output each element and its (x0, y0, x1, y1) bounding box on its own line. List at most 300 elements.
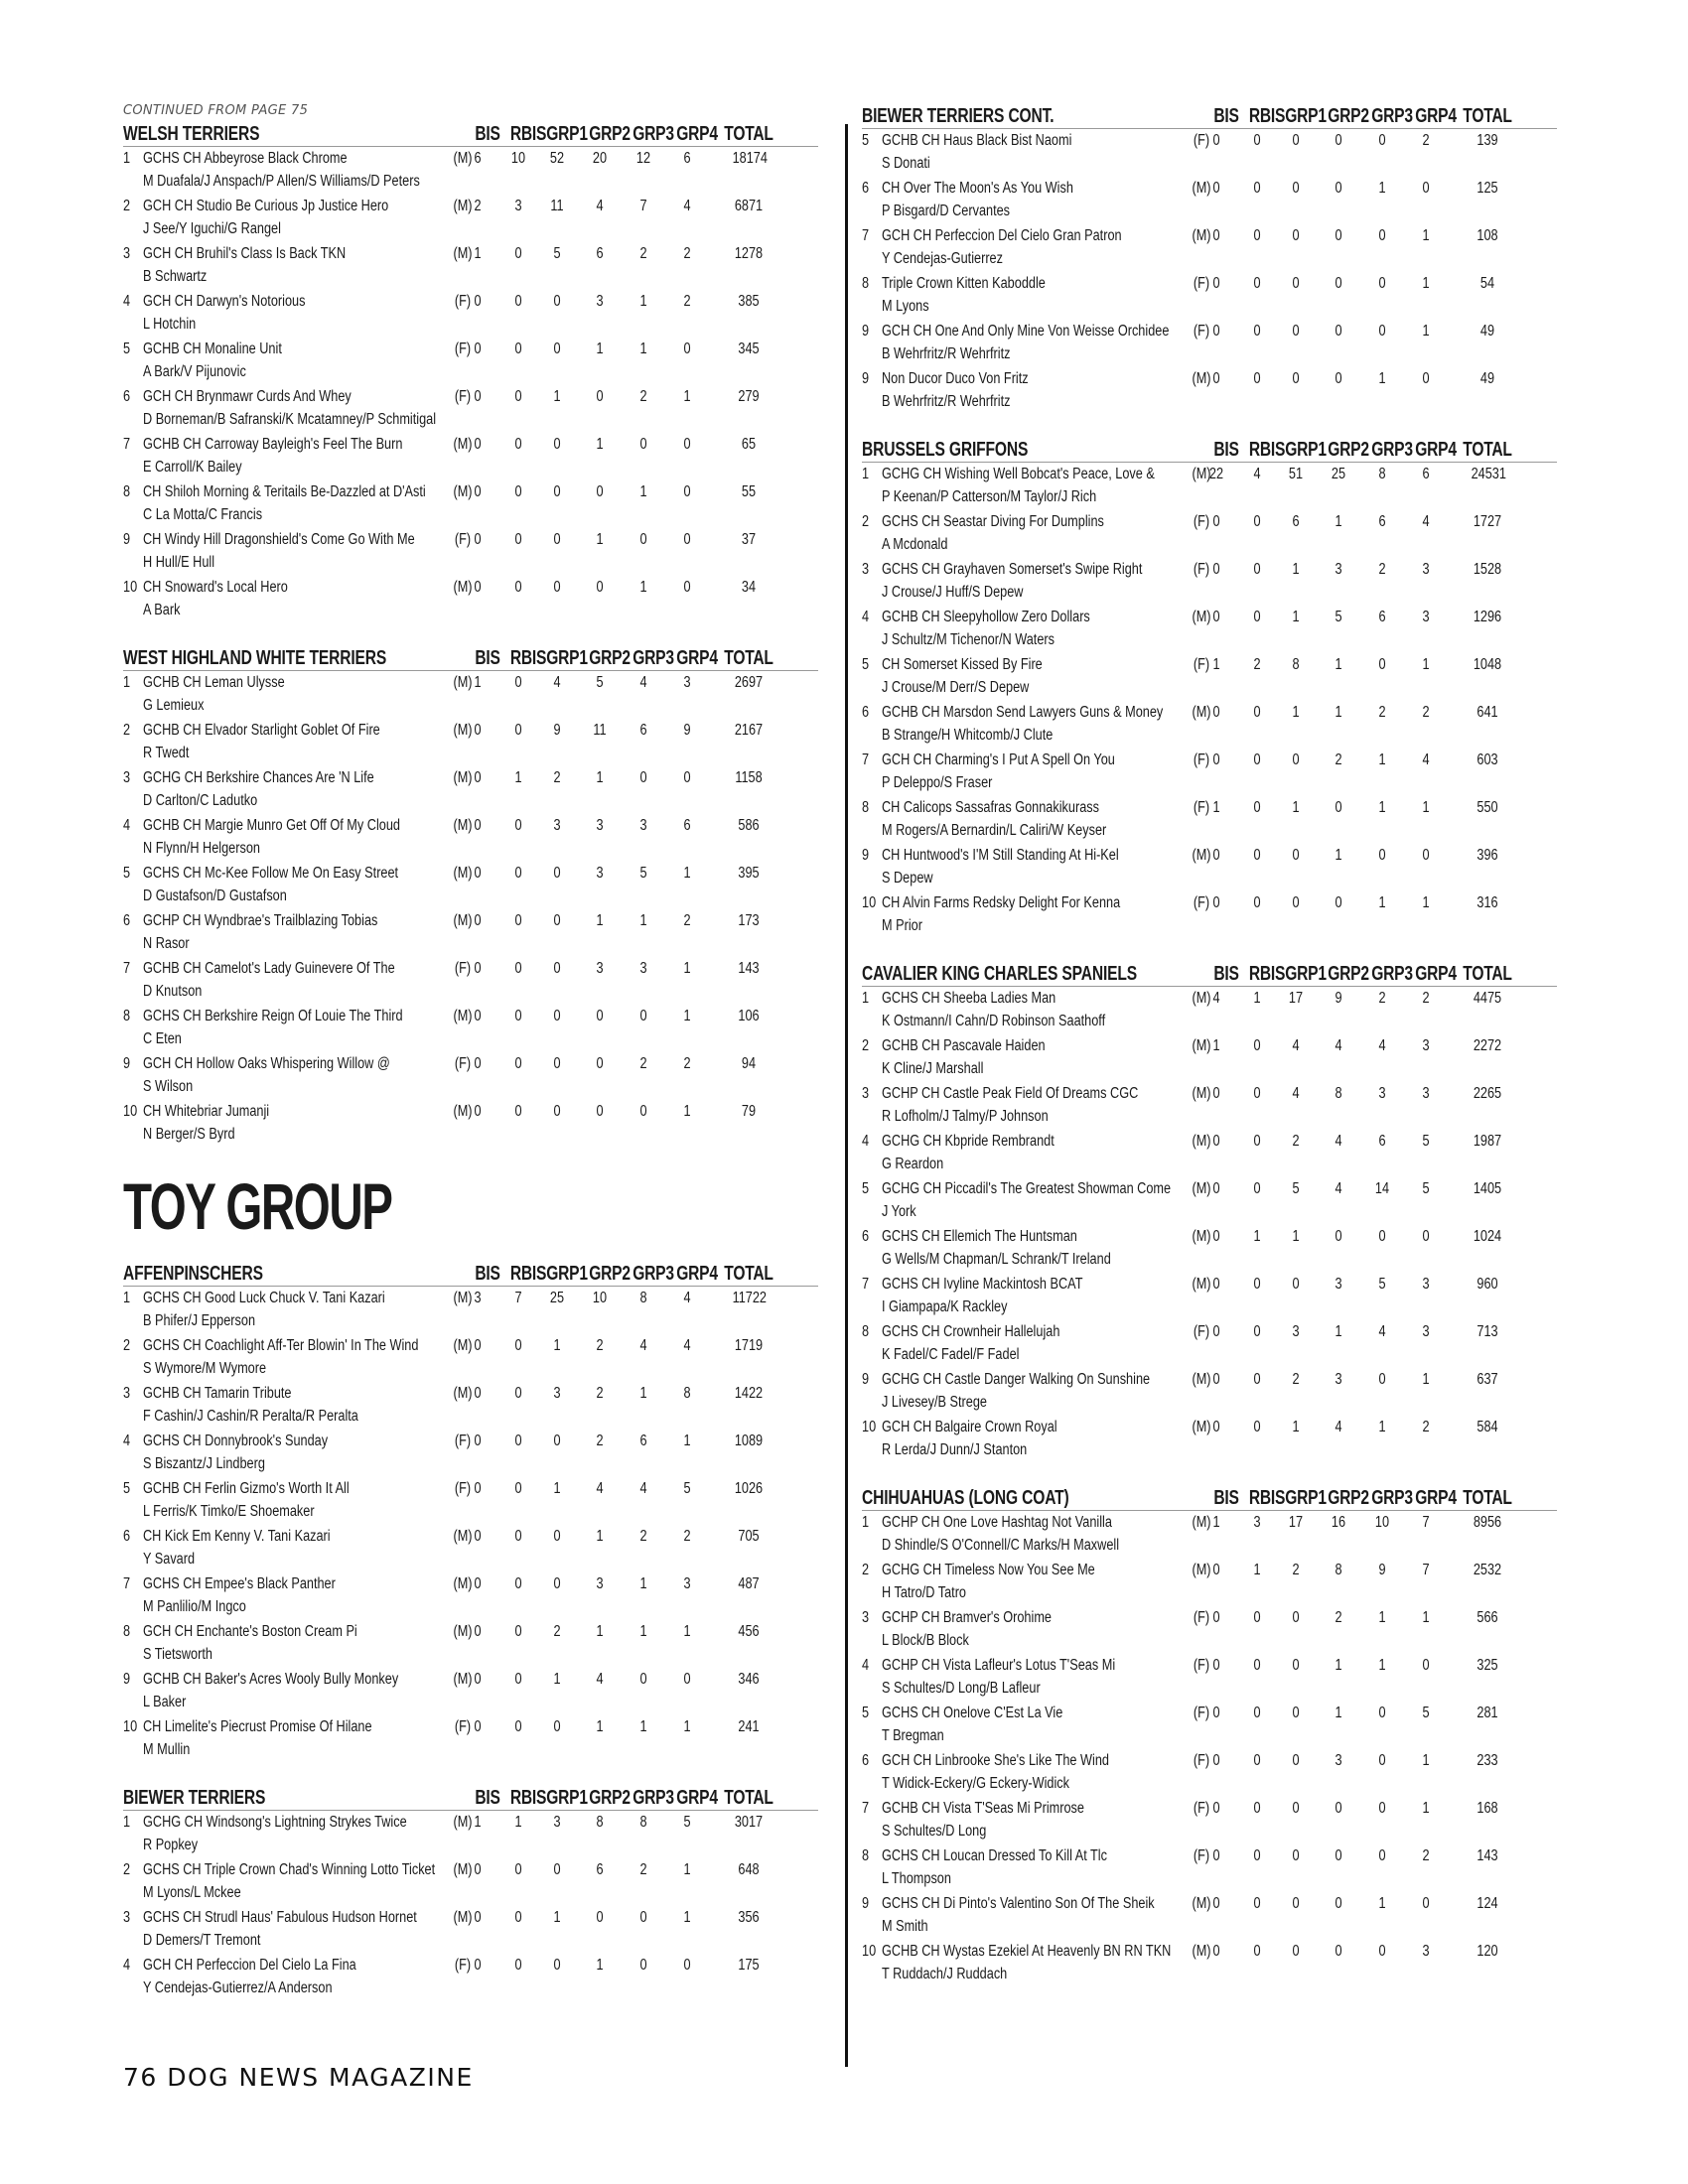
sex: (F) (454, 531, 472, 548)
table-row (123, 766, 818, 814)
stat-total: 8956 (1473, 1514, 1502, 1531)
stat-grp2: 1 (1335, 656, 1342, 673)
rank: 3 (862, 561, 870, 578)
stat-bis: 0 (474, 388, 482, 405)
rank: 2 (862, 513, 870, 530)
dog-name: GCHP CH Wyndbrae's Trailblazing Tobias (143, 912, 378, 929)
stat-grp1: 0 (1292, 1657, 1300, 1674)
stat-header-grp4: GRP4 (676, 1263, 718, 1285)
owners: M Mullin (143, 1741, 191, 1758)
stat-grp1: 0 (553, 1957, 561, 1974)
stat-grp3: 2 (639, 1528, 647, 1545)
stat-header-grp1: GRP1 (546, 1787, 588, 1809)
rank: 9 (123, 1055, 131, 1072)
owners: E Carroll/K Bailey (143, 459, 242, 476)
table-row (862, 1892, 1557, 1940)
owners: J See/Y Iguchi/G Rangel (143, 220, 281, 237)
stat-grp2: 0 (596, 579, 604, 596)
rank: 9 (862, 323, 870, 340)
sex: (M) (1192, 990, 1211, 1007)
stat-rbis: 0 (1253, 180, 1261, 197)
stat-rbis: 0 (514, 960, 522, 977)
stat-grp1: 0 (1292, 370, 1300, 387)
stat-bis: 0 (474, 1480, 482, 1497)
dog-name: GCHS CH Empee's Black Panther (143, 1575, 336, 1592)
stat-grp1: 0 (1292, 1752, 1300, 1769)
stat-grp2: 1 (596, 1718, 604, 1735)
breed-title: CHIHUAHUAS (LONG COAT) (862, 1487, 1069, 1509)
stat-rbis: 0 (1253, 1419, 1261, 1435)
stat-grp2: 1 (1335, 1323, 1342, 1340)
stat-bis: 0 (1212, 1752, 1220, 1769)
stat-total: 1422 (734, 1385, 764, 1402)
stat-rbis: 0 (1253, 227, 1261, 244)
stat-grp2: 1 (596, 436, 604, 453)
stat-grp4: 4 (1422, 513, 1430, 530)
stat-bis: 0 (1212, 1847, 1220, 1864)
stat-grp1: 0 (1292, 1609, 1300, 1626)
table-row (862, 510, 1557, 558)
stat-total: 584 (1477, 1419, 1498, 1435)
sex: (F) (1193, 275, 1210, 292)
breed-header (123, 1261, 818, 1287)
dog-name: GCHB CH Haus Black Bist Naomi (882, 132, 1072, 149)
sex: (M) (1192, 1895, 1211, 1912)
dog-name: GCHP CH Castle Peak Field Of Dreams CGC (882, 1085, 1139, 1102)
stat-rbis: 0 (1253, 1085, 1261, 1102)
stat-grp3: 0 (1378, 1228, 1386, 1245)
stat-grp1: 0 (1292, 132, 1300, 149)
owners: T Widick-Eckery/G Eckery-Widick (882, 1775, 1070, 1792)
rank: 5 (862, 1180, 870, 1197)
stat-bis: 0 (1212, 704, 1220, 721)
stat-rbis: 0 (514, 293, 522, 310)
stat-rbis: 0 (1253, 370, 1261, 387)
stat-bis: 0 (474, 1528, 482, 1545)
stat-rbis: 0 (1253, 1657, 1261, 1674)
stat-header-grp1: GRP1 (1285, 439, 1327, 461)
stat-grp3: 6 (639, 722, 647, 739)
owners: R Lerda/J Dunn/J Stanton (882, 1441, 1028, 1458)
owners: K Cline/J Marshall (882, 1060, 984, 1077)
table-row (123, 1382, 818, 1430)
stat-grp2: 3 (596, 817, 604, 834)
stat-grp4: 1 (1422, 1609, 1430, 1626)
stat-bis: 0 (1212, 1180, 1220, 1197)
stat-bis: 0 (474, 579, 482, 596)
sex: (M) (453, 579, 473, 596)
table-row (862, 320, 1557, 367)
stat-bis: 0 (1212, 1657, 1220, 1674)
owners: H Hull/E Hull (143, 554, 215, 571)
stat-header-grp3: GRP3 (633, 1263, 674, 1285)
stat-grp4: 6 (683, 817, 691, 834)
stat-grp3: 14 (1374, 1180, 1390, 1197)
stat-total: 385 (738, 293, 760, 310)
stat-header-grp3: GRP3 (1371, 963, 1413, 985)
table-row (123, 1858, 818, 1906)
table-row (862, 1606, 1557, 1654)
stat-grp2: 3 (1335, 1371, 1342, 1388)
stat-grp1: 0 (553, 1055, 561, 1072)
stat-grp3: 0 (639, 436, 647, 453)
owners: L Block/B Block (882, 1632, 969, 1649)
table-row (123, 242, 818, 290)
stat-grp1: 2 (1292, 1133, 1300, 1150)
stat-bis: 0 (474, 1957, 482, 1974)
stat-header-grp1: GRP1 (1285, 963, 1327, 985)
stat-header-grp4: GRP4 (1415, 439, 1457, 461)
owners: D Gustafson/D Gustafson (143, 887, 287, 904)
stat-grp1: 2 (1292, 1562, 1300, 1578)
stat-bis: 0 (1212, 1943, 1220, 1960)
stat-header-grp2: GRP2 (589, 647, 631, 669)
stat-grp2: 8 (596, 1814, 604, 1831)
stat-header-bis: BIS (475, 123, 500, 145)
sex: (F) (454, 1433, 472, 1449)
rank: 4 (123, 293, 131, 310)
stat-bis: 0 (474, 1103, 482, 1120)
stat-rbis: 10 (510, 150, 526, 167)
dog-name: GCH CH Balgaire Crown Royal (882, 1419, 1057, 1435)
stat-header-grp4: GRP4 (676, 123, 718, 145)
stat-grp1: 5 (1292, 1180, 1300, 1197)
stat-grp2: 0 (1335, 275, 1342, 292)
stat-total: 120 (1477, 1943, 1498, 1960)
stat-grp3: 4 (639, 1337, 647, 1354)
stat-bis: 1 (474, 674, 482, 691)
dog-name: CH Limelite's Piecrust Promise Of Hilane (143, 1718, 372, 1735)
stat-header-total: TOTAL (1463, 963, 1512, 985)
stat-grp3: 4 (1378, 1037, 1386, 1054)
stat-grp4: 1 (683, 388, 691, 405)
stat-grp4: 1 (683, 865, 691, 882)
stat-bis: 22 (1208, 466, 1224, 482)
stat-rbis: 0 (514, 531, 522, 548)
stat-grp1: 0 (553, 1861, 561, 1878)
dog-name: CH Snoward's Local Hero (143, 579, 288, 596)
stat-bis: 0 (474, 1671, 482, 1688)
stat-header-grp1: GRP1 (1285, 1487, 1327, 1509)
sex: (M) (453, 1008, 473, 1024)
stat-grp2: 6 (596, 1861, 604, 1878)
stat-grp2: 10 (592, 1290, 608, 1306)
stat-grp2: 1 (596, 769, 604, 786)
stat-grp4: 5 (683, 1480, 691, 1497)
owners: C Eten (143, 1030, 182, 1047)
stat-rbis: 0 (1253, 275, 1261, 292)
stat-grp1: 2 (1292, 1371, 1300, 1388)
owners: S Schultes/D Long/B Lafleur (882, 1680, 1041, 1697)
stat-total: 49 (1479, 323, 1495, 340)
stat-total: 55 (741, 483, 757, 500)
owners: Y Cendejas-Gutierrez (882, 250, 1003, 267)
rank: 8 (123, 483, 131, 500)
stat-grp3: 1 (639, 1385, 647, 1402)
stat-grp4: 4 (1422, 751, 1430, 768)
stat-total: 1405 (1473, 1180, 1502, 1197)
stat-header-total: TOTAL (1463, 105, 1512, 127)
stat-grp3: 0 (1378, 323, 1386, 340)
owners: M Prior (882, 917, 922, 934)
rank: 10 (862, 1419, 877, 1435)
rank: 4 (862, 1133, 870, 1150)
stat-grp2: 4 (1335, 1133, 1342, 1150)
stat-grp4: 2 (683, 1528, 691, 1545)
owners: M Lyons (882, 298, 929, 315)
dog-name: GCH CH Enchante's Boston Cream Pi (143, 1623, 357, 1640)
stat-grp3: 1 (639, 1575, 647, 1592)
rank: 6 (862, 1752, 870, 1769)
stat-total: 1278 (734, 245, 764, 262)
stat-grp3: 1 (1378, 180, 1386, 197)
stat-rbis: 0 (1253, 132, 1261, 149)
sex: (M) (453, 1103, 473, 1120)
stat-grp4: 1 (1422, 227, 1430, 244)
stat-total: 108 (1477, 227, 1498, 244)
stat-total: 566 (1477, 1609, 1498, 1626)
owners: P Keenan/P Catterson/M Taylor/J Rich (882, 488, 1097, 505)
stat-rbis: 0 (1253, 704, 1261, 721)
sex: (M) (1192, 609, 1211, 625)
stat-bis: 0 (1212, 132, 1220, 149)
sex: (F) (454, 341, 472, 357)
sex: (M) (453, 150, 473, 167)
stat-grp4: 2 (683, 1055, 691, 1072)
rank: 1 (862, 466, 870, 482)
sex: (M) (453, 1528, 473, 1545)
dog-name: GCHB CH Baker's Acres Wooly Bully Monkey (143, 1671, 399, 1688)
table-row (862, 1797, 1557, 1844)
dog-name: GCHP CH One Love Hashtag Not Vanilla (882, 1514, 1112, 1531)
table-row (862, 177, 1557, 224)
breed-section (123, 121, 818, 623)
stat-grp2: 2 (596, 1433, 604, 1449)
stat-grp1: 0 (553, 531, 561, 548)
dog-name: GCHS CH Seastar Diving For Dumplins (882, 513, 1104, 530)
stat-header-bis: BIS (475, 1263, 500, 1285)
stat-bis: 0 (1212, 751, 1220, 768)
stat-bis: 0 (474, 436, 482, 453)
stat-grp3: 5 (1378, 1276, 1386, 1293)
stat-grp3: 7 (639, 198, 647, 214)
table-row (862, 987, 1557, 1034)
stat-grp3: 2 (1378, 704, 1386, 721)
rank: 7 (123, 436, 131, 453)
stat-bis: 0 (1212, 1609, 1220, 1626)
stat-grp4: 1 (1422, 323, 1430, 340)
sex: (M) (453, 1861, 473, 1878)
table-row (123, 909, 818, 957)
stat-grp2: 5 (1335, 609, 1342, 625)
stat-grp1: 2 (553, 769, 561, 786)
stat-bis: 0 (1212, 1323, 1220, 1340)
table-row (862, 367, 1557, 415)
owners: B Wehrfritz/R Wehrfritz (882, 345, 1011, 362)
stat-grp3: 1 (1378, 370, 1386, 387)
dog-name: GCH CH Brynmawr Curds And Whey (143, 388, 352, 405)
rank: 2 (862, 1037, 870, 1054)
rank: 4 (123, 817, 131, 834)
stat-rbis: 0 (514, 1909, 522, 1926)
stat-total: 6871 (734, 198, 764, 214)
stat-grp1: 0 (1292, 894, 1300, 911)
stat-grp2: 1 (1335, 847, 1342, 864)
dog-name: CH Whitebriar Jumanji (143, 1103, 270, 1120)
stat-bis: 0 (474, 865, 482, 882)
sex: (M) (1192, 1276, 1211, 1293)
stat-rbis: 0 (514, 1623, 522, 1640)
owners: S Tietsworth (143, 1646, 212, 1663)
stat-grp1: 0 (1292, 1276, 1300, 1293)
stat-rbis: 0 (1253, 513, 1261, 530)
table-row (123, 1572, 818, 1620)
stat-grp2: 0 (596, 1909, 604, 1926)
stat-total: 1048 (1473, 656, 1502, 673)
owners: N Flynn/H Helgerson (143, 840, 260, 857)
stat-grp3: 1 (1378, 751, 1386, 768)
stat-header-grp3: GRP3 (1371, 1487, 1413, 1509)
sex: (F) (1193, 751, 1210, 768)
stat-bis: 0 (1212, 1228, 1220, 1245)
stat-grp4: 1 (683, 1909, 691, 1926)
stat-total: 4475 (1473, 990, 1502, 1007)
stat-total: 11722 (732, 1290, 768, 1306)
sex: (M) (453, 1814, 473, 1831)
stat-grp4: 5 (1422, 1705, 1430, 1721)
dog-name: GCHS CH Grayhaven Somerset's Swipe Right (882, 561, 1143, 578)
owners: R Lofholm/J Talmy/P Johnson (882, 1108, 1049, 1125)
stat-rbis: 0 (1253, 609, 1261, 625)
stat-grp3: 0 (1378, 1847, 1386, 1864)
stat-rbis: 0 (514, 388, 522, 405)
breed-title: BIEWER TERRIERS (123, 1787, 266, 1809)
breed-title: WELSH TERRIERS (123, 123, 260, 145)
owners: L Hotchin (143, 316, 197, 333)
stat-header-total: TOTAL (724, 647, 774, 669)
stat-grp4: 3 (1422, 1943, 1430, 1960)
dog-name: GCHS CH Sheeba Ladies Man (882, 990, 1056, 1007)
stat-rbis: 0 (514, 341, 522, 357)
stat-grp3: 2 (639, 1055, 647, 1072)
dog-name: GCHB CH Carroway Bayleigh's Feel The Burn (143, 436, 403, 453)
stat-rbis: 0 (514, 865, 522, 882)
stat-rbis: 0 (514, 1480, 522, 1497)
stat-header-grp2: GRP2 (1328, 1487, 1369, 1509)
dog-name: GCHS CH Ellemich The Huntsman (882, 1228, 1077, 1245)
stat-grp2: 0 (1335, 132, 1342, 149)
dog-name: GCHS CH Berkshire Reign Of Louie The Third (143, 1008, 403, 1024)
stat-header-grp4: GRP4 (676, 647, 718, 669)
stat-grp1: 1 (1292, 1228, 1300, 1245)
table-row (862, 891, 1557, 939)
stat-bis: 0 (474, 1861, 482, 1878)
stat-total: 281 (1477, 1705, 1498, 1721)
stat-grp4: 0 (1422, 1228, 1430, 1245)
stat-grp3: 0 (1378, 1943, 1386, 1960)
dog-name: GCHB CH Camelot's Lady Guinevere Of The (143, 960, 395, 977)
sex: (F) (1193, 1847, 1210, 1864)
sex: (M) (453, 1385, 473, 1402)
stat-grp2: 0 (1335, 1228, 1342, 1245)
stat-total: 1158 (735, 769, 763, 786)
stat-grp3: 3 (1378, 1085, 1386, 1102)
dog-name: GCHG CH Piccadil's The Greatest Showman Come (882, 1180, 1172, 1197)
stat-grp1: 0 (1292, 1800, 1300, 1817)
stat-total: 550 (1477, 799, 1498, 816)
owners: J Crouse/M Derr/S Depew (882, 679, 1030, 696)
stat-grp3: 1 (639, 341, 647, 357)
dog-name: GCHB CH Leman Ulysse (143, 674, 285, 691)
dog-name: GCHG CH Timeless Now You See Me (882, 1562, 1095, 1578)
owners: S Depew (882, 870, 933, 887)
stat-grp3: 0 (1378, 1752, 1386, 1769)
stat-bis: 0 (474, 341, 482, 357)
sex: (M) (453, 1290, 473, 1306)
sex: (F) (1193, 656, 1210, 673)
dog-name: GCHS CH Loucan Dressed To Kill At Tlc (882, 1847, 1107, 1864)
left-column (123, 103, 818, 2023)
sex: (M) (453, 1671, 473, 1688)
stat-grp4: 2 (1422, 990, 1430, 1007)
stat-grp4: 0 (1422, 180, 1430, 197)
rank: 5 (123, 865, 131, 882)
stat-grp4: 0 (683, 531, 691, 548)
rank: 9 (862, 1371, 870, 1388)
stat-grp2: 3 (1335, 1752, 1342, 1769)
stat-grp4: 2 (1422, 1419, 1430, 1435)
table-row (123, 1715, 818, 1763)
dog-name: GCH CH One And Only Mine Von Weisse Orchidee (882, 323, 1170, 340)
stat-grp4: 0 (1422, 1895, 1430, 1912)
stat-grp3: 2 (1378, 990, 1386, 1007)
stat-grp2: 1 (596, 341, 604, 357)
table-row (862, 796, 1557, 844)
stat-grp2: 3 (1335, 1276, 1342, 1293)
stat-grp4: 2 (1422, 1847, 1430, 1864)
stat-rbis: 0 (514, 1337, 522, 1354)
dog-name: GCHS CH Onelove C'Est La Vie (882, 1705, 1063, 1721)
stat-rbis: 0 (1253, 1371, 1261, 1388)
stat-grp4: 1 (683, 960, 691, 977)
table-row (862, 1368, 1557, 1416)
table-row (862, 1559, 1557, 1606)
owners: J York (882, 1203, 916, 1220)
sex: (F) (454, 1480, 472, 1497)
stat-rbis: 0 (514, 436, 522, 453)
sex: (M) (453, 1575, 473, 1592)
stat-grp2: 0 (1335, 1943, 1342, 1960)
owners: I Giampapa/K Rackley (882, 1298, 1008, 1315)
rank: 1 (862, 990, 870, 1007)
breed-title: BRUSSELS GRIFFONS (862, 439, 1029, 461)
sex: (F) (1193, 132, 1210, 149)
owners: S Biszantz/J Lindberg (143, 1455, 265, 1472)
stat-bis: 0 (474, 1385, 482, 1402)
stat-total: 18174 (732, 150, 768, 167)
sex: (F) (1193, 1657, 1210, 1674)
stat-grp3: 1 (1378, 1609, 1386, 1626)
stat-grp1: 0 (1292, 1847, 1300, 1864)
rank: 7 (123, 1575, 131, 1592)
stat-grp2: 3 (1335, 561, 1342, 578)
breed-section (123, 1261, 818, 1763)
stat-grp2: 6 (596, 245, 604, 262)
stat-rbis: 0 (1253, 1705, 1261, 1721)
stat-header-grp4: GRP4 (1415, 105, 1457, 127)
stat-bis: 0 (1212, 370, 1220, 387)
owners: D Carlton/C Ladutko (143, 792, 258, 809)
